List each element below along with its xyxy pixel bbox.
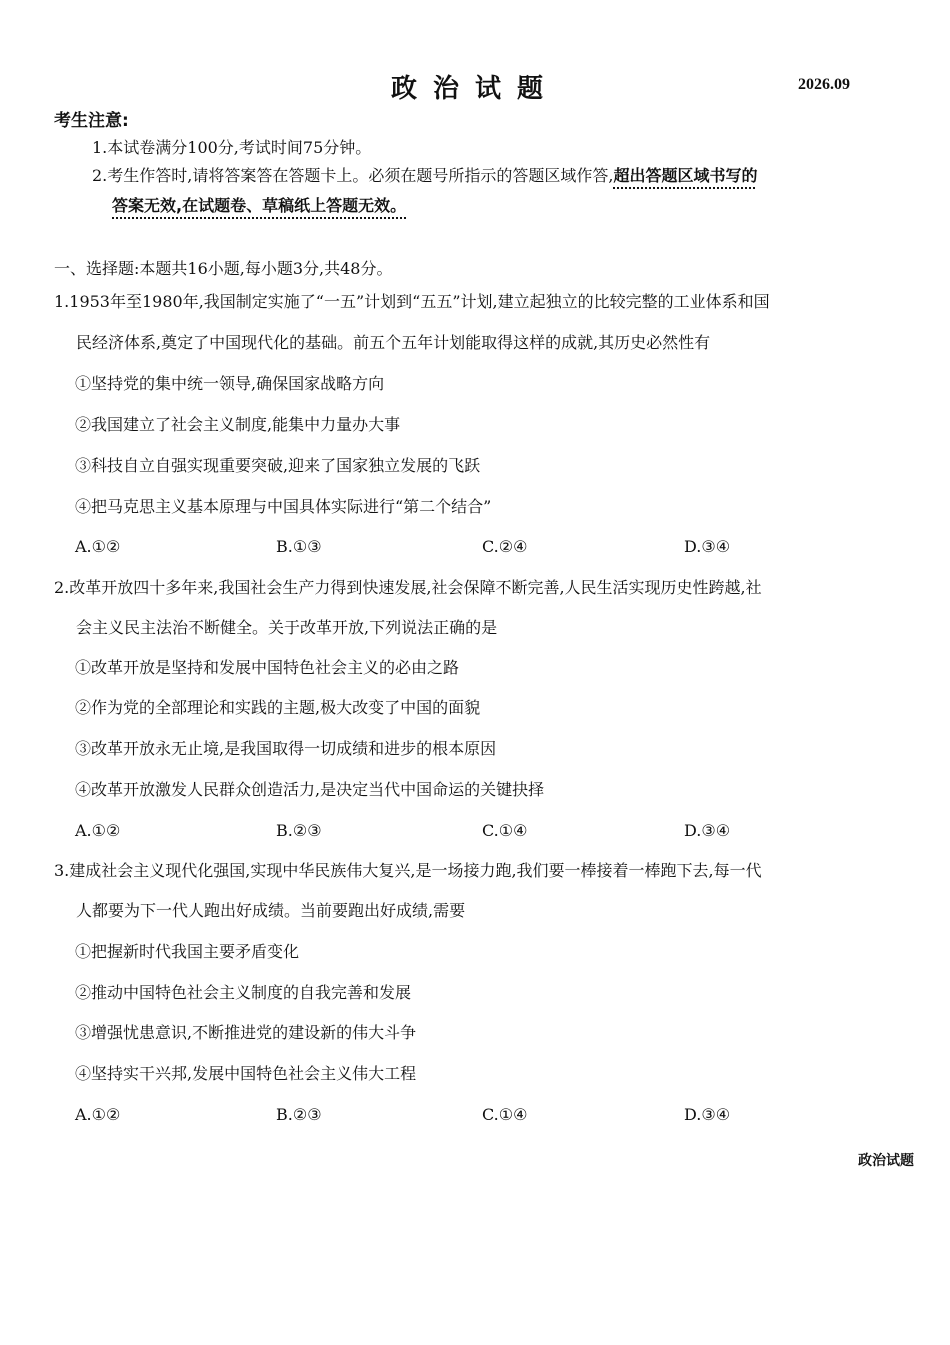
question-2-item-3: ③改革开放永无止境,是我国取得一切成绩和进步的根本原因 [75, 739, 497, 758]
question-2-option-b: B.②③ [276, 821, 322, 840]
question-3-item-3: ③增强忧患意识,不断推进党的建设新的伟大斗争 [75, 1023, 417, 1042]
question-1-item-2: ②我国建立了社会主义制度,能集中力量办大事 [75, 415, 401, 434]
notice-heading: 考生注意: [54, 111, 129, 131]
exam-date: 2026.09 [798, 76, 850, 93]
question-2-option-a: A.①② [75, 821, 121, 840]
page-footer-label: 政治试题 [858, 1153, 914, 1169]
question-1-item-1: ①坚持党的集中统一领导,确保国家战略方向 [75, 374, 385, 393]
question-3-stem-line-1: 3.建成社会主义现代化强国,实现中华民族伟大复兴,是一场接力跑,我们要一棒接着一棒跑下去,每一代 [54, 861, 762, 880]
question-1-option-d: D.③④ [684, 537, 731, 556]
notice-item-2-continued-emphasis: 答案无效,在试题卷、草稿纸上答题无效。 [112, 196, 407, 215]
notice-item-2-emphasis: 超出答题区域书写的 [613, 166, 758, 185]
question-2-stem-line-1: 2.改革开放四十多年来,我国社会生产力得到快速发展,社会保障不断完善,人民生活实现历史性跨越,社 [54, 578, 762, 597]
question-3-item-2: ②推动中国特色社会主义制度的自我完善和发展 [75, 983, 412, 1002]
notice-item-2 [92, 166, 757, 186]
notice-item-2-continued [112, 196, 406, 216]
question-1-item-4: ④把马克思主义基本原理与中国具体实际进行“第二个结合” [75, 497, 492, 516]
exam-title: 政治试题 [390, 74, 559, 104]
question-1-stem-line-2: 民经济体系,奠定了中国现代化的基础。前五个五年计划能取得这样的成就,其历史必然性有 [76, 333, 711, 352]
question-3-option-b: B.②③ [276, 1105, 322, 1124]
question-1-option-c: C.②④ [482, 537, 528, 556]
notice-item-2-text: 2.考生作答时,请将答案答在答题卡上。必须在题号所指示的答题区域作答, [92, 166, 614, 185]
question-2-item-4: ④改革开放激发人民群众创造活力,是决定当代中国命运的关键抉择 [75, 780, 545, 799]
question-2-option-c: C.①④ [482, 821, 528, 840]
question-2-item-1: ①改革开放是坚持和发展中国特色社会主义的必由之路 [75, 658, 460, 677]
question-3-stem-line-2: 人都要为下一代人跑出好成绩。当前要跑出好成绩,需要 [76, 901, 466, 920]
question-3-item-4: ④坚持实干兴邦,发展中国特色社会主义伟大工程 [75, 1064, 417, 1083]
question-2-option-d: D.③④ [684, 821, 731, 840]
question-1-option-a: A.①② [75, 537, 121, 556]
question-1-option-b: B.①③ [276, 537, 322, 556]
question-3-option-a: A.①② [75, 1105, 121, 1124]
question-3-item-1: ①把握新时代我国主要矛盾变化 [75, 942, 300, 961]
question-2-stem-line-2: 会主义民主法治不断健全。关于改革开放,下列说法正确的是 [76, 618, 498, 637]
question-1-stem-line-1: 1.1953年至1980年,我国制定实施了“一五”计划到“五五”计划,建立起独立的比较完整的工业体系和国 [54, 292, 770, 311]
notice-item-1: 1.本试卷满分100分,考试时间75分钟。 [92, 138, 372, 157]
question-3-option-c: C.①④ [482, 1105, 528, 1124]
section-heading: 一、选择题:本题共16小题,每小题3分,共48分。 [54, 259, 393, 278]
question-1-item-3: ③科技自立自强实现重要突破,迎来了国家独立发展的飞跃 [75, 456, 481, 475]
question-2-item-2: ②作为党的全部理论和实践的主题,极大改变了中国的面貌 [75, 698, 481, 717]
question-3-option-d: D.③④ [684, 1105, 731, 1124]
